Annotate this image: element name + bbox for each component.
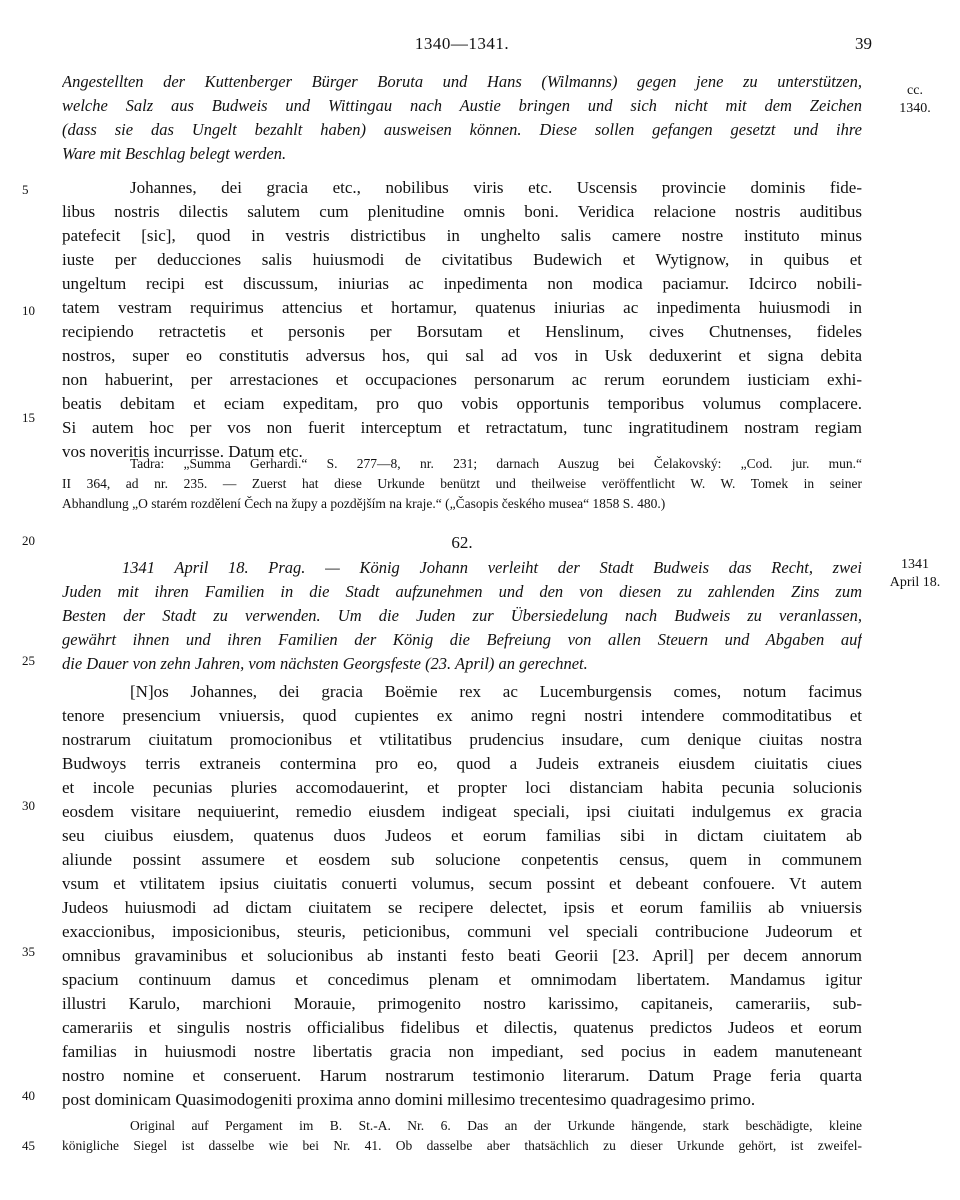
text-line: vsum et vtilitatem ipsius ciuitatis conuerti volumus, secum possint et debeant confouere. Vt autem [62, 874, 862, 893]
doc61-regest [62, 70, 862, 166]
margin-date-2-line1: 1341 [901, 557, 929, 572]
note-line: königliche Siegel ist dasselbe wie bei Nr. 41. Ob dasselbe aber thatsächlich zu dieser Urkunde gehört, ist zweifel- [62, 1138, 862, 1153]
text-line: seu ciuibus eiusdem, quatenus duos Judeos et eorum familias sibi in dictam ciuitatem ab [62, 826, 862, 845]
text-line: non habuerint, per arrestaciones et occupaciones personarum ac rerum eorundem iusticiam exhi- [62, 370, 862, 389]
running-title: 1340—1341. [414, 34, 510, 53]
regest-line: gewährt ihnen und ihren Familien der König die Befreiung von allen Steuern und Abgaben auf [62, 630, 862, 649]
doc62-text [62, 680, 862, 1112]
text-line: nostros, super eo constitutis adversus hos, qui sal ad vos in Usk deduxerint et signa debita [62, 346, 862, 365]
text-line: Judeos huiusmodi ad dictam ciuitatem se recipere delectet, ipsis et eorum familiis ab vniuersis [62, 898, 862, 917]
text-line: camerariis et singulis nostris officialibus fidelibus et dilectis, quatenus predictos Judeos et eorum [62, 1018, 862, 1037]
text-line: libus nostris dilectis salutem cum plenitudine omnis boni. Veridica relacione nostris auditibus [62, 202, 862, 221]
note-line: Original auf Pergament im B. St.-A. Nr. 6. Das an der Urkunde hängende, stark beschädigte, kleine [130, 1118, 862, 1133]
text-line: eosdem visitare nequiuerint, remedio eiusdem indigeat speciali, ipsi ciuitati indulgemus ex gracia [62, 802, 862, 821]
line-number-25: 25 [22, 653, 35, 668]
margin-date-1 [880, 82, 950, 118]
text-line: familias in huiusmodi nostre libertatis gracia non impediant, sed pocius in eadem manuteneant [62, 1042, 862, 1061]
line-number-45: 45 [22, 1138, 35, 1153]
text-line: et incole pecunias pluries accomodauerint, et propter loci distanciam habita pecunia solucionis [62, 778, 862, 797]
document-number: 62. [451, 533, 473, 552]
text-line: patefecit [sic], quod in vestris districtibus in unghelto salis camere nostre instituto minus [62, 226, 862, 245]
regest-line: Juden mit ihren Familien in die Stadt aufzunehmen und den von diesen zu zahlenden Zins zum [62, 582, 862, 601]
text-line: exaccionibus, imposicionibus, steuris, peticionibus, communi vel speciali contribucione Judeorum et [62, 922, 862, 941]
text-line: [N]os Johannes, dei gracia Boëmie rex ac Lucemburgensis comes, notum facimus [130, 682, 862, 701]
line-number-10: 10 [22, 303, 35, 318]
text-line: illustri Karulo, marchioni Morauie, primogenito nostro karissimo, capitaneis, camerariis, sub- [62, 994, 862, 1013]
text-line: spacium continuum damus et concedimus plenam et omnimodam libertatem. Mandamus igitur [62, 970, 862, 989]
regest-line: welche Salz aus Budweis und Wittingau nach Austie bringen und sich nicht mit dem Zeichen [62, 96, 862, 115]
line-number-40: 40 [22, 1088, 35, 1103]
text-line: post dominicam Quasimodogeniti proxima anno domini millesimo trecentesimo quadragesimo primo. [62, 1090, 756, 1109]
page-header [62, 34, 872, 60]
doc62-regest [62, 556, 862, 676]
text-line: Si autem hoc per vos non fuerit interceptum et retractatum, tunc ingratitudinem nostram regiam [62, 418, 862, 437]
text-line: Budwoys terris extraneis contermina pro eo, quod a Judeis extraneis eiusdem ciuitatis ciues [62, 754, 862, 773]
note-line: Abhandlung „O starém rozdělení Čech na župy a pozdějším na kraje.“ („Časopis českého musea“ 1858 S. 480.) [62, 496, 666, 511]
margin-date-1-line1: cc. [907, 83, 923, 98]
doc62-note [62, 1116, 862, 1156]
margin-date-2 [880, 556, 950, 592]
doc61-text [62, 176, 862, 464]
line-number-20: 20 [22, 533, 35, 548]
page-number: 39 [855, 34, 872, 53]
note-line: II 364, ad nr. 235. — Zuerst hat diese Urkunde benützt und theilweise veröffentlicht W. W. Tomek in seiner [62, 476, 862, 491]
text-line: tenore presencium vniuersis, quod cupientes ex animo regni nostri intendere commoditatibus et [62, 706, 862, 725]
text-line: nostrarum ciuitatum promocionibus et vtilitatibus prudencius insudare, cum denique ciuitas nostra [62, 730, 862, 749]
doc61-note [62, 454, 862, 514]
text-line: aliunde possint assumere et eosdem sub solucione conpetentis census, quem in communem [62, 850, 862, 869]
regest-line: Ware mit Beschlag belegt werden. [62, 144, 287, 163]
text-line: beatis debitam et eciam expeditam, pro quo vobis opportunis temporibus volumus complacere. [62, 394, 862, 413]
text-line: iuste per deducciones salis huiusmodi de civitatibus Budewich et Wytignow, in quibus et [62, 250, 862, 269]
text-line: Johannes, dei gracia etc., nobilibus viris etc. Uscensis provincie dominis fide- [130, 178, 862, 197]
margin-date-2-line2: April 18. [889, 575, 941, 590]
text-line: ungeltum recipi est discussum, iniurias ac inpedimenta non modica paciamur. Idcirco nobili- [62, 274, 862, 293]
regest-line: Besten der Stadt zu verwenden. Um die Juden zur Übersiedelung nach Budweis zu veranlassen, [62, 606, 862, 625]
line-number-30: 30 [22, 798, 35, 813]
margin-date-1-line2: 1340. [899, 101, 931, 116]
line-number-5: 5 [22, 182, 29, 197]
line-number-15: 15 [22, 410, 35, 425]
regest-line: (dass sie das Ungelt bezahlt haben) ausweisen können. Diese sollen gefangen gesetzt und ihre [62, 120, 862, 139]
text-line: omnibus gravaminibus et solucionibus ab instanti festo beati Georii [23. April] per decem annorum [62, 946, 862, 965]
text-line: recipiendo retractetis et personis per Borsutam et Henslinum, cives Chutnenses, fideles [62, 322, 862, 341]
regest-line: 1341 April 18. Prag. — König Johann verleiht der Stadt Budweis das Recht, zwei [122, 558, 862, 577]
line-number-35: 35 [22, 944, 35, 959]
text-line: tatem vestram requirimus attencius et hortamur, quatenus iniurias ac inpedimenta huiusmodi in [62, 298, 862, 317]
note-line: Tadra: „Summa Gerhardi.“ S. 277—8, nr. 231; darnach Auszug bei Čelakovský: „Cod. jur. mun.“ [130, 456, 862, 471]
text-line: nostro nomine et conseruent. Harum nostrarum testimonio literarum. Datum Prage feria quarta [62, 1066, 862, 1085]
text-line: vos noveritis incurrisse. Datum etc. [62, 442, 303, 461]
regest-line: Angestellten der Kuttenberger Bürger Boruta und Hans (Wilmanns) gegen jene zu unterstützen, [62, 72, 862, 91]
regest-line: die Dauer von zehn Jahren, vom nächsten Georgsfeste (23. April) an gerechnet. [62, 654, 588, 673]
